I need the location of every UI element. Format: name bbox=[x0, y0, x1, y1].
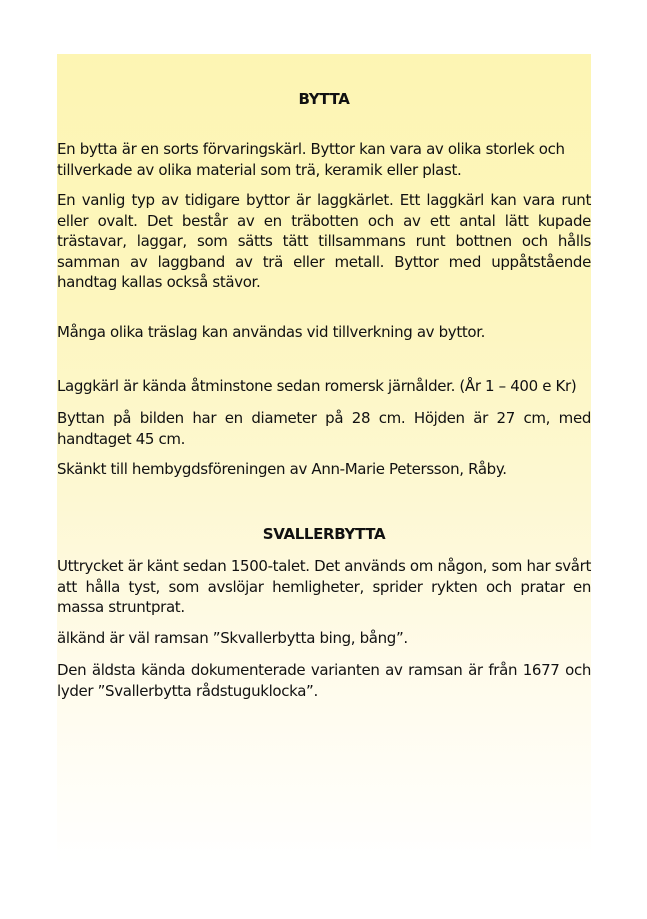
paragraph-traslag: Många olika träslag kan användas vid tillverkning av byttor. bbox=[57, 323, 486, 341]
heading-bytta: BYTTA bbox=[298, 90, 350, 108]
paragraph-dimensions: Byttan på bilden har en diameter på 28 cm. Höjden är 27 cm, med handtaget 45 cm. bbox=[57, 409, 591, 448]
paragraph-oldest-variant: Den äldsta kända dokumenterade varianten av ramsan är från 1677 och lyder ”Svallerbytta rådstuguklocka”. bbox=[57, 661, 591, 700]
paragraph-history: Laggkärl är kända åtminstone sedan romersk järnålder. (År 1 – 400 e Kr) bbox=[57, 377, 577, 395]
paragraph-laggkarl: En vanlig typ av tidigare byttor är laggkärlet. Ett laggkärl kan vara runt eller ovalt. Det består av en träbotten och av ett antal lätt kupade trästavar, laggar, som sätts tätt tillsammans runt bottnen och hålls samman av laggband av trä eller metall. Byttor med uppåtstående handtag kallas också stävor. bbox=[57, 191, 591, 292]
paragraph-definition: En bytta är en sorts förvaringskärl. Byttor kan vara av olika storlek och tillverkade av olika material som trä, keramik eller plast. bbox=[57, 140, 565, 179]
paragraph-donor: Skänkt till hembygdsföreningen av Ann-Marie Petersson, Råby. bbox=[57, 460, 507, 478]
paragraph-expression: Uttrycket är känt sedan 1500-talet. Det används om någon, som har svårt att hålla tyst, som avslöjar hemligheter, sprider rykten och pratar en massa struntprat. bbox=[57, 557, 591, 617]
heading-svallerbytta: SVALLERBYTTA bbox=[262, 525, 386, 543]
paragraph-rhyme: älkänd är väl ramsan ”Skvallerbytta bing, bång”. bbox=[57, 629, 408, 647]
